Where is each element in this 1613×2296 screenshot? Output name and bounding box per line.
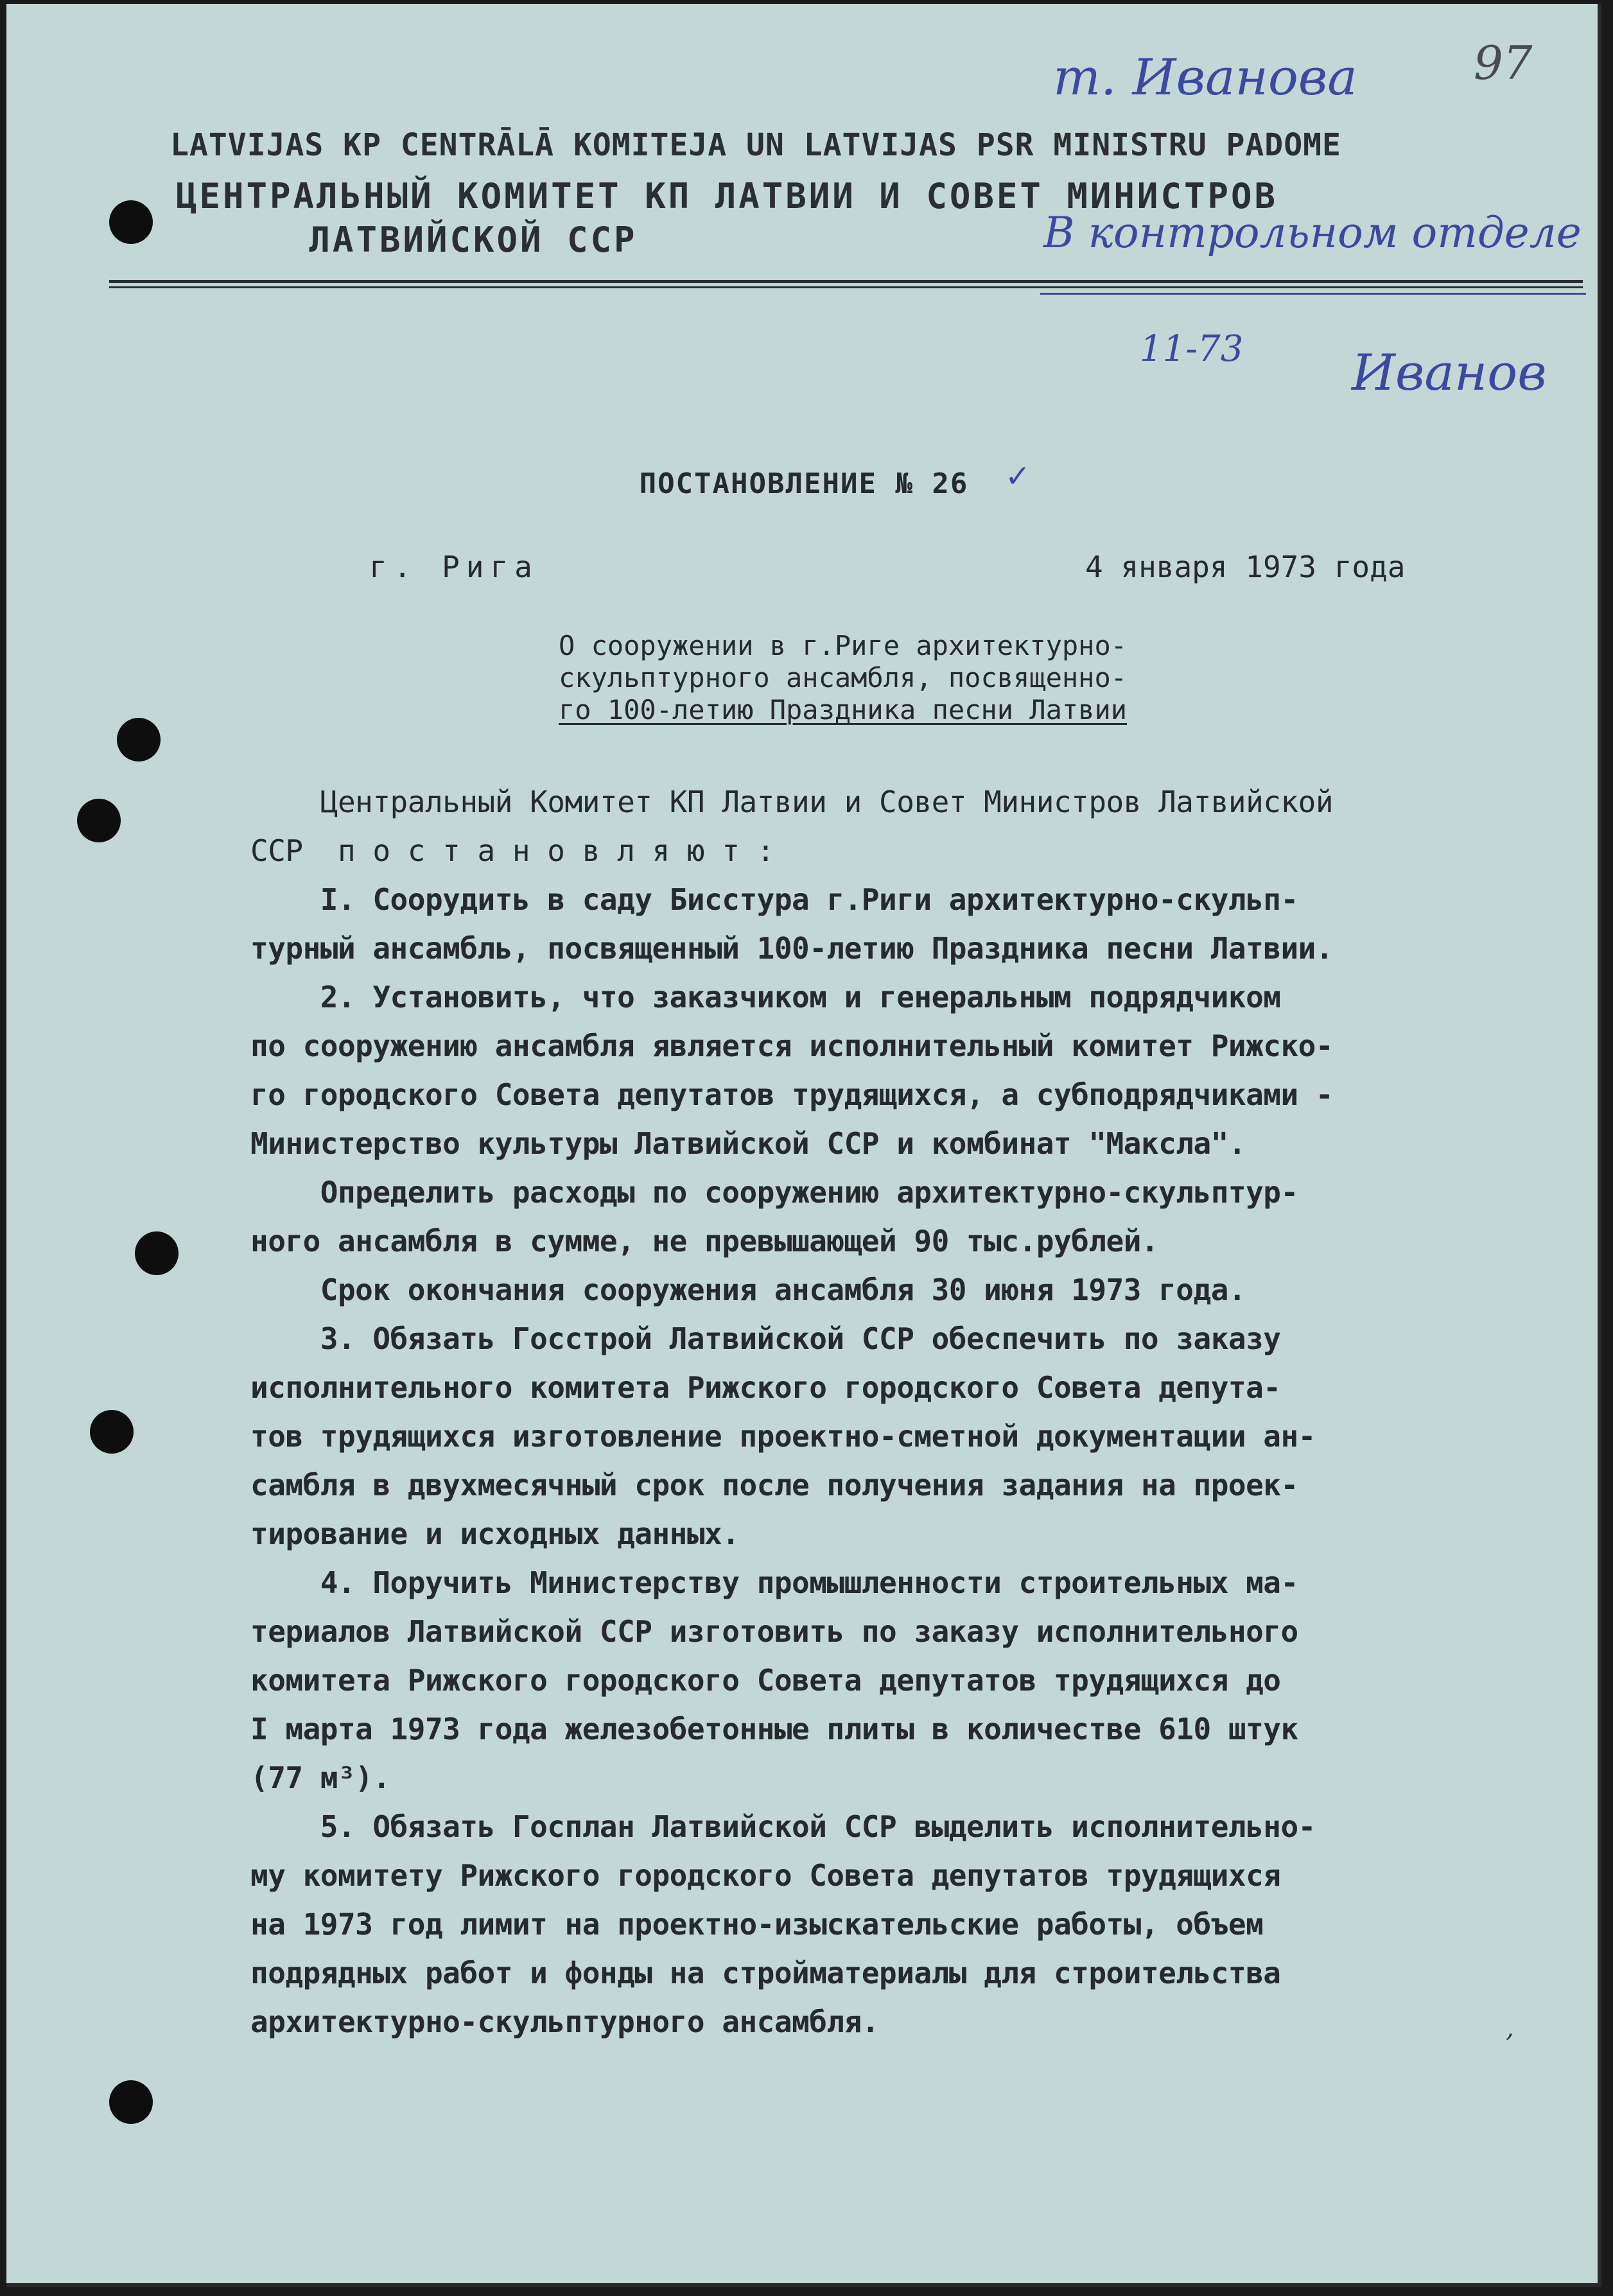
header-latvian: LATVIJAS KP CENTRĀLĀ KOMITEJA UN LATVIJAS PSR MINISTRU PADOME [170,127,1341,163]
header-russian-line1: ЦЕНТРАЛЬНЫЙ КОМИТЕТ КП ЛАТВИИ И СОВЕТ МИНИСТРОВ [175,176,1278,216]
body-line: Срок окончания сооружения ансамбля 30 июня 1973 года. [250,1273,1246,1307]
document-city: г. Рига [369,550,539,584]
body-line: I. Соорудить в саду Бисстура г.Риги архитектурно-скульп- [250,882,1298,917]
header-russian-line2: ЛАТВИЙСКОЙ ССР [309,220,638,260]
punch-hole [135,1231,179,1275]
body-line: 2. Установить, что заказчиком и генеральным подрядчиком [250,980,1281,1014]
body-line: ного ансамбля в сумме, не превышающей 90 тыс.рублей. [250,1224,1159,1258]
body-line: териалов Латвийской ССР изготовить по заказу исполнительного [250,1614,1298,1649]
body-line: тирование и исходных данных. [250,1517,740,1551]
body-line: 3. Обязать Госстрой Латвийской ССР обеспечить по заказу [250,1321,1281,1356]
margin-mark: , [1506,2013,1514,2043]
document-subject [559,598,1127,726]
document-date: 4 января 1973 года [1085,550,1406,584]
body-line: Министерство культуры Латвийской ССР и комбинат "Максла". [250,1126,1246,1161]
body-line: турный ансамбль, посвященный 100-летию Праздника песни Латвии. [250,931,1334,966]
body-line: архитектурно-скульптурного ансамбля. [250,2005,879,2039]
punch-hole [109,2080,153,2124]
body-line: I марта 1973 года железобетонные плиты в количестве 610 штук [250,1712,1298,1746]
header-rule [109,280,1583,283]
preamble-line: ССР п о с т а н о в л я ю т : [250,833,774,868]
punch-hole [117,718,161,761]
handwritten-registration: 11-73 [1140,328,1244,370]
punch-hole [90,1410,134,1454]
handwritten-underline [1040,293,1586,295]
body-line: (77 м³). [250,1761,390,1795]
handwritten-addressee: т. Иванова [1053,49,1357,107]
document-title: ПОСТАНОВЛЕНИЕ № 26 [639,467,969,500]
handwritten-control-note: В контрольном отделе [1043,208,1582,257]
body-line: Определить расходы по сооружению архитектурно-скульптур- [250,1175,1298,1210]
preamble-line: Центральный Комитет КП Латвии и Совет Министров Латвийской [250,785,1334,819]
body-line: 5. Обязать Госплан Латвийской ССР выделить исполнительно- [250,1809,1316,1844]
header-rule-thin [109,286,1583,288]
body-line: 4. Поручить Министерству промышленности строительных ма- [250,1565,1298,1600]
subject-line: скульптурного ансамбля, посвященно- [559,662,1128,693]
handwritten-signature: Иванов [1352,344,1547,402]
body-line: тов трудящихся изготовление проектно-сметной документации ан- [250,1419,1316,1454]
document-body [250,778,1483,2046]
punch-hole [77,799,121,842]
subject-line: О сооружении в г.Риге архитектурно- [559,630,1128,661]
handwritten-page-number: 97 [1474,36,1533,90]
subject-line: го 100-летию Праздника песни Латвии [559,694,1128,726]
body-line: го городского Совета депутатов трудящихся, а субподрядчиками - [250,1077,1334,1112]
body-line: на 1973 год лимит на проектно-изыскательские работы, объем [250,1907,1264,1942]
body-line: му комитету Рижского городского Совета депутатов трудящихся [250,1858,1281,1893]
body-line: самбля в двухмесячный срок после получения задания на проек- [250,1468,1298,1502]
body-line: комитета Рижского городского Совета депутатов трудящихся до [250,1663,1281,1698]
body-line: исполнительного комитета Рижского городского Совета депута- [250,1370,1281,1405]
check-mark: ✓ [1005,458,1031,494]
document-page [6,4,1601,2287]
body-line: по сооружению ансамбля является исполнительный комитет Рижско- [250,1029,1334,1063]
body-line: подрядных работ и фонды на стройматериалы для строительства [250,1956,1281,1990]
